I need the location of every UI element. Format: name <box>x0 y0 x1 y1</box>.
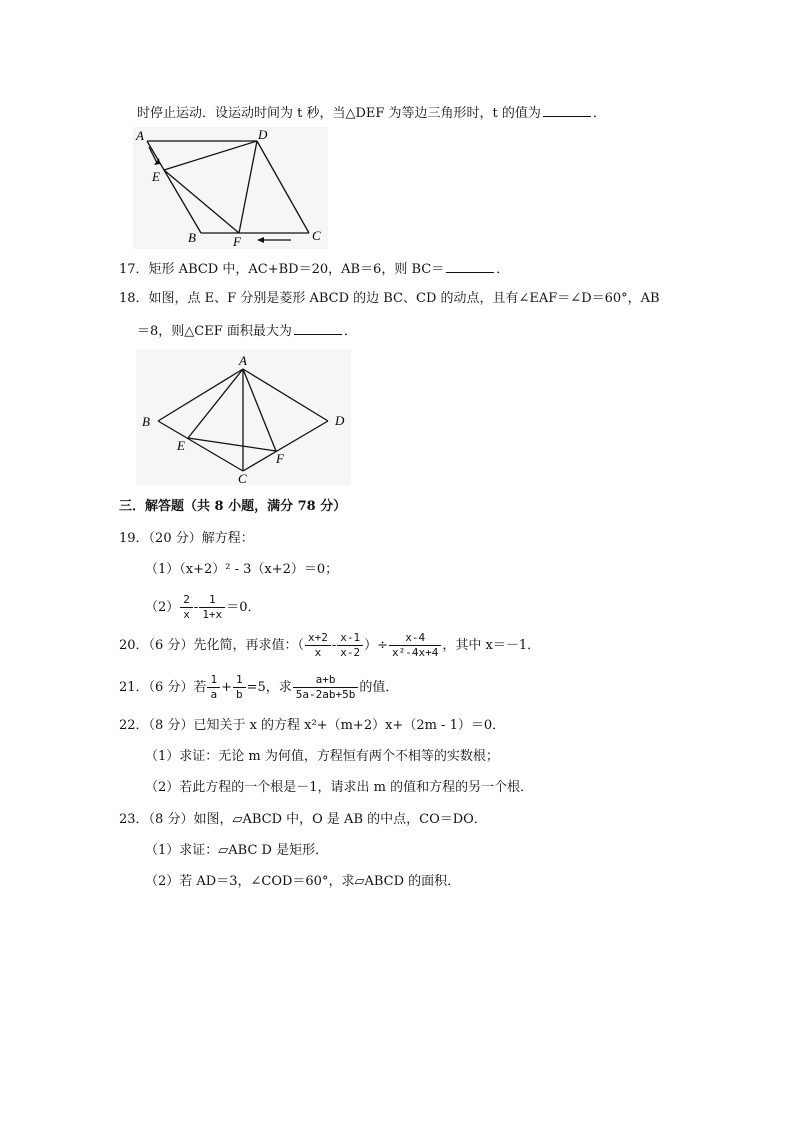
q16-end: ． <box>592 106 606 121</box>
question-22-part2: （2）若此方程的一个根是－1，请求出 m 的值和方程的另一个根． <box>145 780 534 795</box>
fraction: $\frac{1}{1+x}$ <box>199 593 225 622</box>
question-22: 22．（8 分）已知关于 x 的方程 x²+（m+2）x+（2m - 1）＝0． <box>119 718 506 733</box>
question-22-part1: （1）求证：无论 m 为何值，方程恒有两个不相等的实数根； <box>145 749 499 764</box>
label-A: A <box>136 128 144 143</box>
q16-text: 时停止运动．设运动时间为 t 秒，当△DEF 为等边三角形时，t 的值为 <box>137 106 541 121</box>
question-18-line2 <box>137 322 357 341</box>
fraction: $\frac{2}{x}$ <box>180 593 193 622</box>
label-C: C <box>312 228 321 243</box>
question-17 <box>119 260 509 279</box>
answer-blank <box>446 260 494 273</box>
label-E: E <box>152 169 160 184</box>
question-23: 23．（8 分）如图，▱ABCD 中，O 是 AB 的中点，CO＝DO． <box>119 812 487 827</box>
q17-text: 17．矩形 ABCD 中，AC+BD＝20，AB＝6，则 BC＝ <box>119 262 445 277</box>
fraction: $\frac{x-1}{x-2}$ <box>337 631 363 660</box>
section-heading: 三．解答题（共 8 小题，满分 78 分） <box>119 499 347 514</box>
question-21: 21．（6 分）若 $\frac{1}{a}$ + $\frac{1}{b}$ =5，求 $\frac{a+b}{5a-2ab+5b}$ 的值． <box>119 673 399 701</box>
label-B: B <box>188 230 196 245</box>
label-F: F <box>233 234 241 249</box>
q17-end: ． <box>496 262 510 277</box>
fraction: $\frac{1}{a}$ <box>207 673 220 702</box>
answer-blank <box>543 104 591 117</box>
question-23-part2: （2）若 AD＝3，∠COD＝60°，求▱ABCD 的面积． <box>145 874 461 889</box>
q18-text: ＝8，则△CEF 面积最大为 <box>137 324 292 339</box>
answer-blank <box>294 322 342 335</box>
label-E: E <box>177 438 185 453</box>
question-19-part1: （1）（x+2）² - 3（x+2）＝0； <box>145 562 339 577</box>
figure-parallelogram <box>133 127 328 249</box>
label-B: B <box>142 414 150 429</box>
question-16-tail <box>137 104 606 123</box>
label-C: C <box>238 471 247 485</box>
figure-rhombus <box>136 349 351 485</box>
label-A: A <box>239 353 247 368</box>
q18-end: ． <box>343 324 357 339</box>
label-F: F <box>276 451 284 466</box>
fraction: $\frac{a+b}{5a-2ab+5b}$ <box>293 673 359 702</box>
question-19: 19．（20 分）解方程： <box>119 531 254 546</box>
question-18-line1: 18．如图，点 E、F 分别是菱形 ABCD 的边 BC、CD 的动点，且有∠EAF＝∠D＝60°，AB <box>119 291 660 306</box>
question-20: 20．（6 分）先化简，再求值：（ $\frac{x+2}{x}$ - $\frac{x-1}{x-2}$ ）÷ $\frac{x-4}{\text{x²-4x+4}}$ ，其中 x＝－1． <box>119 631 541 659</box>
label-D: D <box>258 127 268 142</box>
question-23-part1: （1）求证：▱ABC D 是矩形． <box>145 843 329 858</box>
part-label: （2） <box>145 600 180 615</box>
question-19-part2: （2） $\frac{2}{x}$ - $\frac{1}{1+x}$ ＝0． <box>145 593 261 621</box>
fraction: $\frac{x-4}{\text{x²-4x+4}}$ <box>389 631 441 660</box>
fraction: $\frac{1}{b}$ <box>233 673 246 702</box>
fraction: $\frac{x+2}{x}$ <box>305 631 331 660</box>
label-D: D <box>335 413 345 428</box>
